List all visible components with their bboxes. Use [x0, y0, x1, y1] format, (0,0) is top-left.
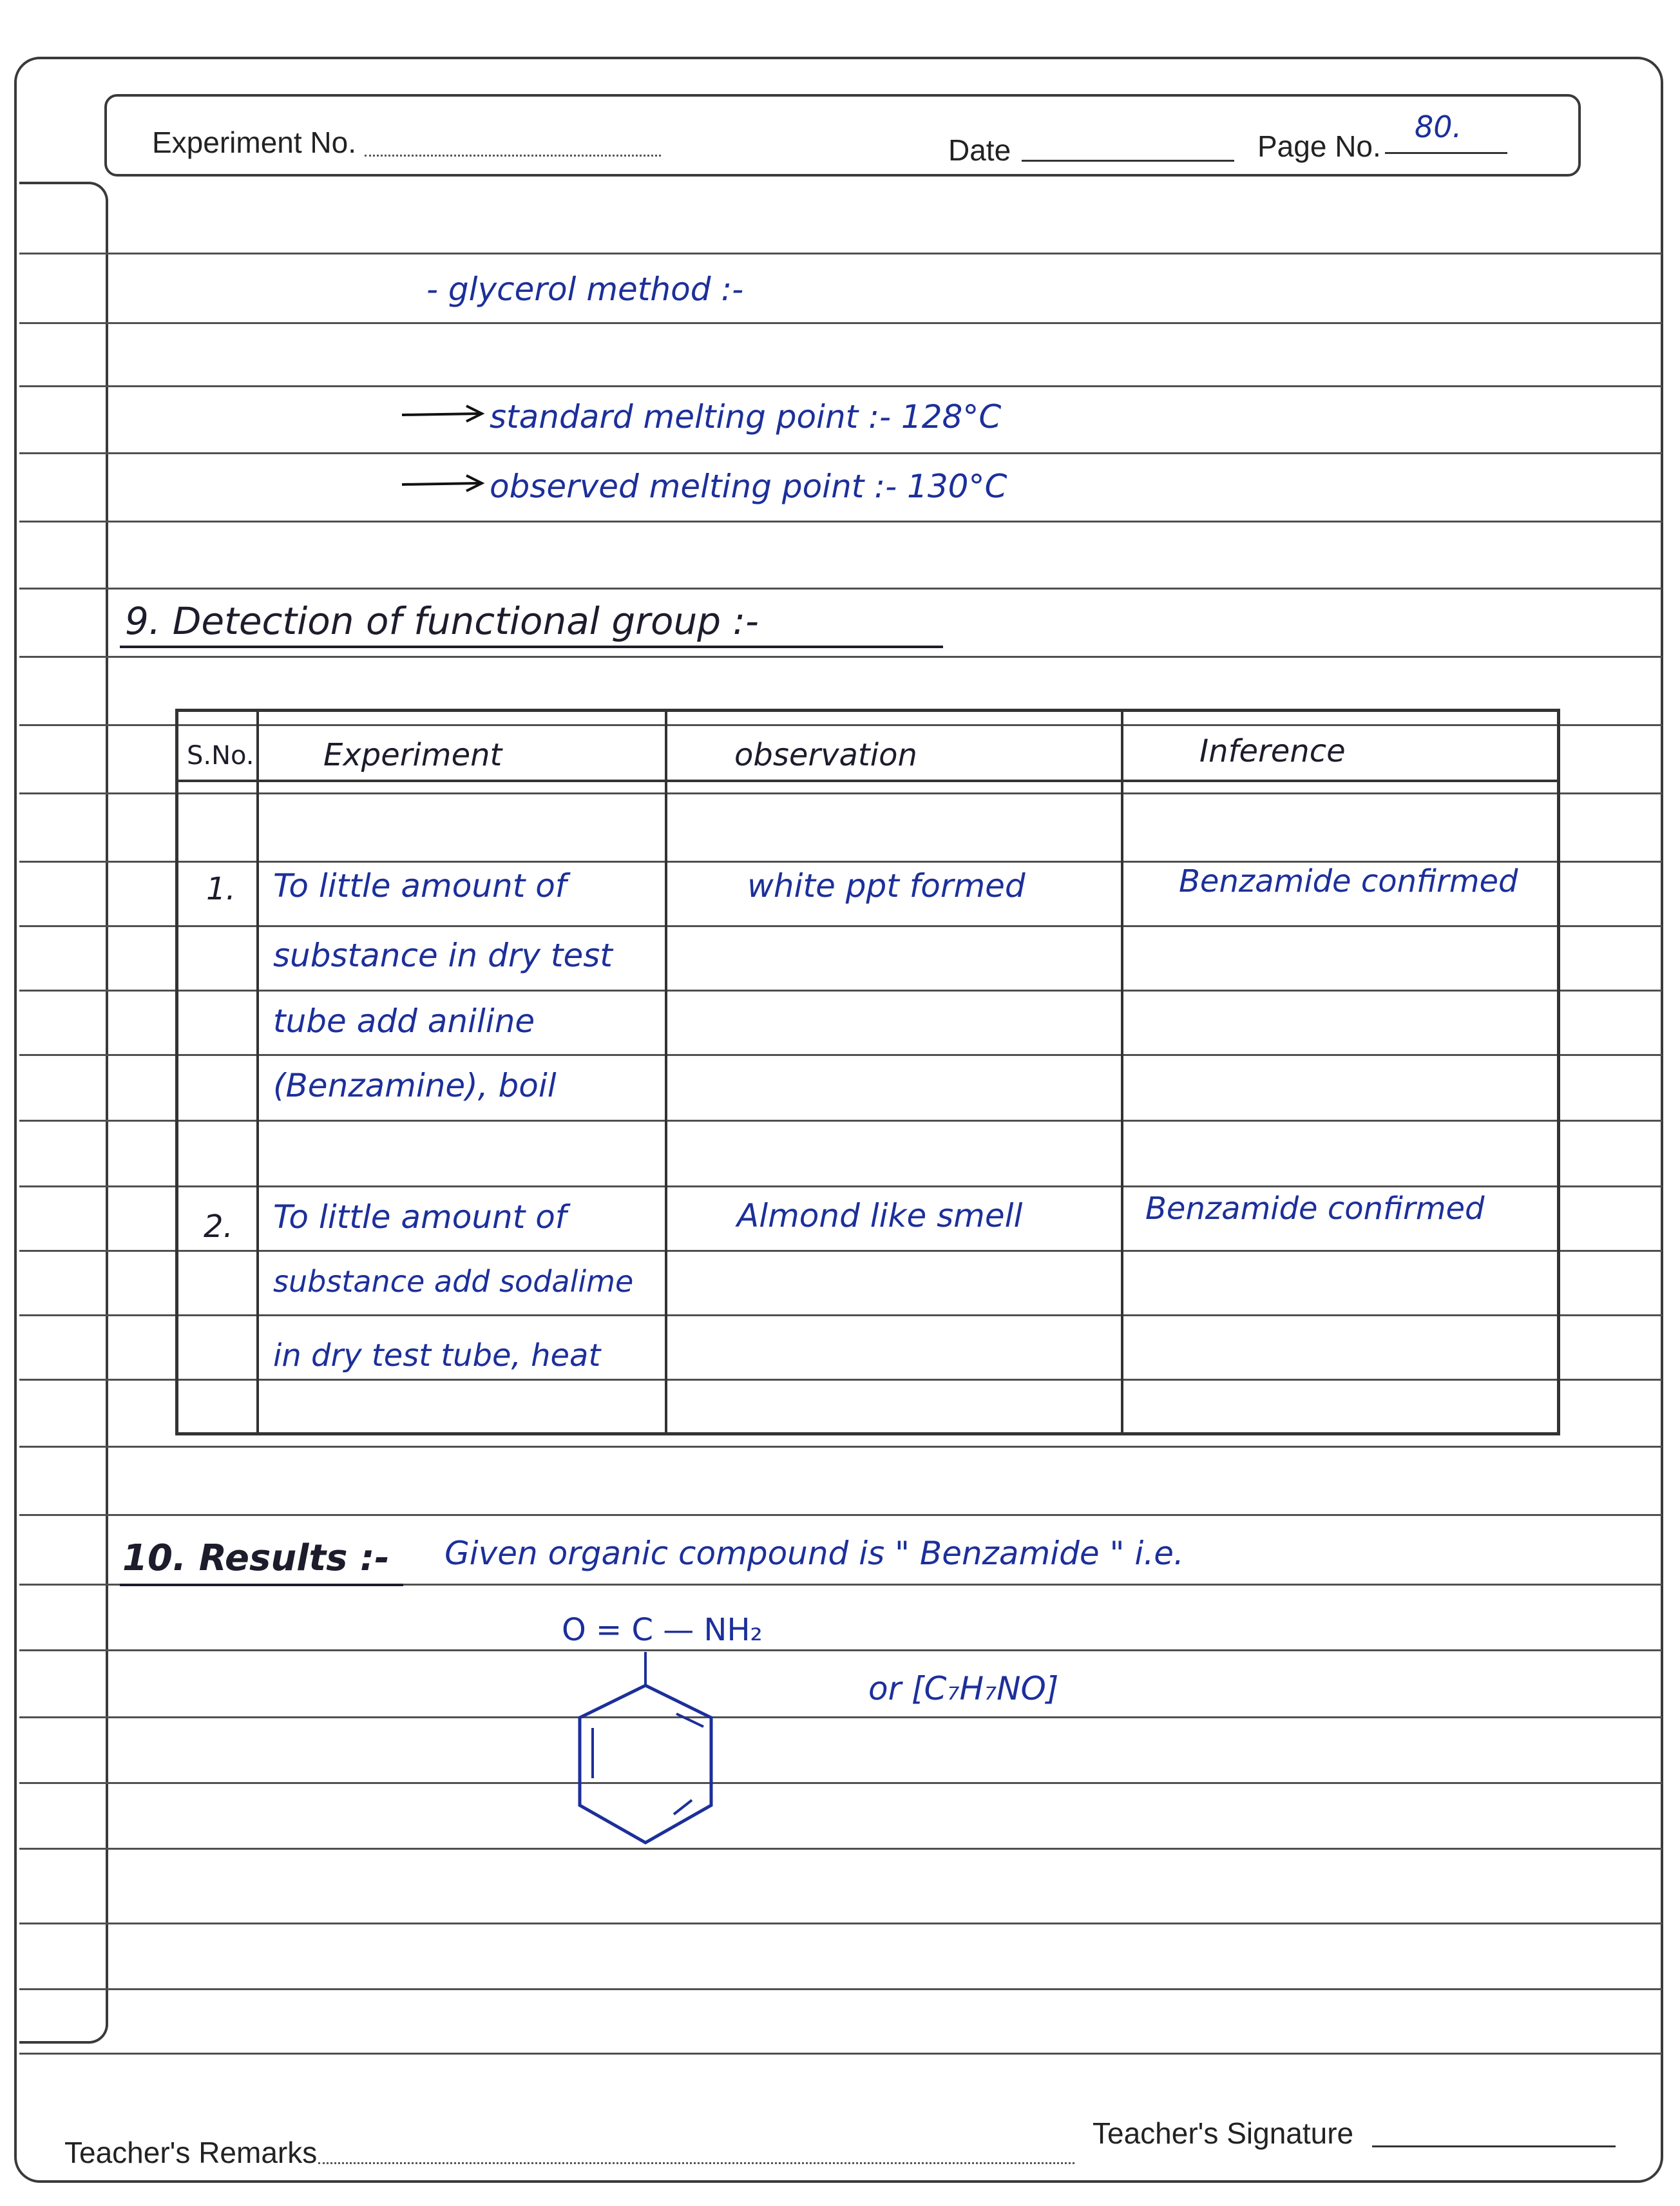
- table-header-inference: Inference: [1199, 733, 1346, 769]
- table-header-observation: observation: [734, 737, 917, 773]
- table-row-2-observation: Almond like smell: [737, 1197, 1023, 1234]
- date-label: Date: [948, 133, 1011, 167]
- page-no-label: Page No.: [1257, 129, 1381, 163]
- ruled-line: [19, 588, 1662, 590]
- table-row-2-inference: Benzamide confirmed: [1145, 1191, 1485, 1227]
- section-9-underline: [120, 646, 943, 648]
- table-row-2-sno: 2.: [204, 1209, 233, 1245]
- ruled-line: [19, 1446, 1662, 1448]
- table-col-divider-3: [1121, 709, 1123, 1435]
- table-header-experiment: Experiment: [323, 737, 502, 773]
- ruled-line: [19, 1782, 1662, 1784]
- teachers-signature-fill-line: [1372, 2145, 1616, 2147]
- standard-melting-point: standard melting point :- 128°C: [490, 398, 1002, 436]
- ruled-line: [19, 322, 1662, 324]
- molecular-formula: or [C₇H₇NO]: [868, 1670, 1059, 1707]
- date-fill-line: [1022, 160, 1234, 162]
- table-col-divider-2: [665, 709, 667, 1435]
- ruled-line: [19, 1649, 1662, 1651]
- table-row-1-sno: 1.: [206, 871, 236, 907]
- table-row-1-experiment-line-2: substance in dry test: [273, 937, 613, 974]
- ruled-line: [19, 1923, 1662, 1924]
- teachers-signature-label: Teacher's Signature: [1093, 2116, 1354, 2150]
- teachers-remarks-label: Teacher's Remarks: [64, 2136, 318, 2169]
- ruled-line: [19, 521, 1662, 523]
- table-row-2-experiment-line-3: in dry test tube, heat: [273, 1338, 601, 1374]
- table-row-2-experiment-line-2: substance add sodalime: [273, 1264, 634, 1299]
- section-9-heading: 9. Detection of functional group :-: [125, 599, 759, 643]
- table-row-2-experiment-line-1: To little amount of: [273, 1198, 567, 1236]
- ruled-line: [19, 1514, 1662, 1516]
- table-row-1-experiment-line-3: tube add aniline: [273, 1002, 535, 1040]
- ruled-line: [19, 452, 1662, 454]
- benzene-ring-icon: [554, 1649, 734, 1881]
- teachers-remarks-fill-line: [318, 2162, 1074, 2164]
- ruled-line: [19, 253, 1662, 254]
- table-header-divider: [175, 780, 1560, 782]
- ruled-line: [19, 385, 1662, 387]
- results-text: Given organic compound is " Benzamide " i.e.: [444, 1535, 1184, 1572]
- ruled-line: [19, 1988, 1662, 1990]
- ruled-line: [19, 2053, 1662, 2055]
- results-underline: [120, 1584, 403, 1586]
- ruled-line: [19, 1848, 1662, 1850]
- table-row-1-inference: Benzamide confirmed: [1179, 863, 1518, 899]
- margin-column: [19, 182, 108, 2044]
- amide-group-label: O = C — NH₂: [562, 1612, 763, 1648]
- page-no-fill-line: [1385, 152, 1507, 154]
- table-row-1-observation: white ppt formed: [747, 867, 1026, 905]
- table-row-1-experiment-line-1: To little amount of: [273, 867, 567, 905]
- ruled-line: [19, 1716, 1662, 1718]
- arrow-icon: [399, 398, 490, 495]
- table-row-1-experiment-line-4: (Benzamine), boil: [273, 1067, 557, 1104]
- ruled-line: [19, 656, 1662, 658]
- table-header-sno: S.No.: [187, 741, 254, 771]
- glycerol-method-note: - glycerol method :-: [426, 271, 744, 308]
- page-no-value: 80.: [1415, 110, 1462, 144]
- experiment-no-fill-line: [365, 155, 661, 157]
- experiment-no-label: Experiment No.: [152, 126, 357, 159]
- table-col-divider-1: [256, 709, 259, 1435]
- results-label: 10. Results :-: [122, 1537, 390, 1579]
- observed-melting-point: observed melting point :- 130°C: [490, 468, 1007, 505]
